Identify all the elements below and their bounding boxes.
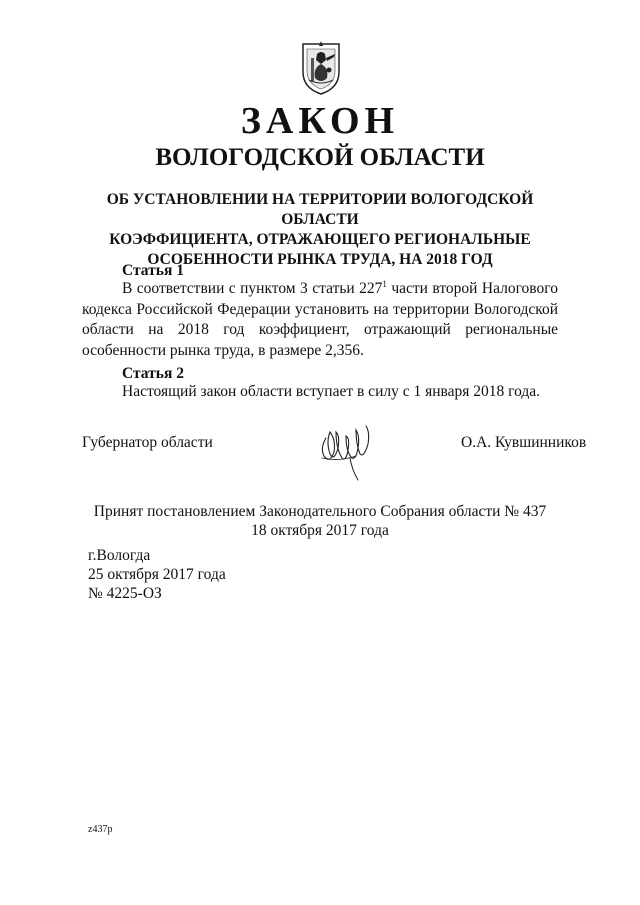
article-1-superscript: 1: [382, 278, 387, 289]
article-1-text-end: части второй Налогового кодекса Российской Федерации установить на территории Вологодской области на 2018 год коэффициент, отражающий региональные особенности рынка труда, в размере 2,356.: [82, 280, 558, 359]
law-subject: [70, 190, 570, 270]
governor-name: О.А. Кувшинников: [461, 434, 587, 451]
article-1-text-start: В соответствии с пунктом 3 статьи 227: [122, 280, 383, 297]
document-code: z437p: [88, 824, 113, 835]
law-number: № 4225-ОЗ: [88, 585, 162, 602]
adoption-date: 18 октября 2017 года: [251, 522, 389, 539]
subject-line: КОЭФФИЦИЕНТА, ОТРАЖАЮЩЕГО РЕГИОНАЛЬНЫЕ: [109, 231, 531, 248]
article-1-text: [82, 279, 558, 361]
subject-line: ОСОБЕННОСТИ РЫНКА ТРУДА, НА 2018 ГОД: [147, 251, 493, 268]
adoption-note: [82, 502, 558, 540]
coat-of-arms-icon: [299, 40, 343, 96]
subject-line: ОБ УСТАНОВЛЕНИИ НА ТЕРРИТОРИИ ВОЛОГОДСКОЙ ОБЛАСТИ: [106, 191, 534, 228]
law-title: ЗАКОН: [240, 100, 400, 142]
region-title: ВОЛОГОДСКОЙ ОБЛАСТИ: [155, 144, 485, 171]
signing-city: г.Вологда: [88, 547, 151, 564]
adoption-line: Принят постановлением Законодательного Собрания области № 437: [93, 503, 547, 520]
governor-title: Губернатор области: [82, 434, 213, 451]
handwritten-signature: [316, 418, 376, 482]
signing-date: 25 октября 2017 года: [88, 566, 226, 583]
article-2-text: Настоящий закон области вступает в силу с 1 января 2018 года.: [122, 383, 541, 400]
article-1-heading: Статья 1: [122, 262, 184, 279]
article-2-heading: Статья 2: [122, 365, 184, 382]
